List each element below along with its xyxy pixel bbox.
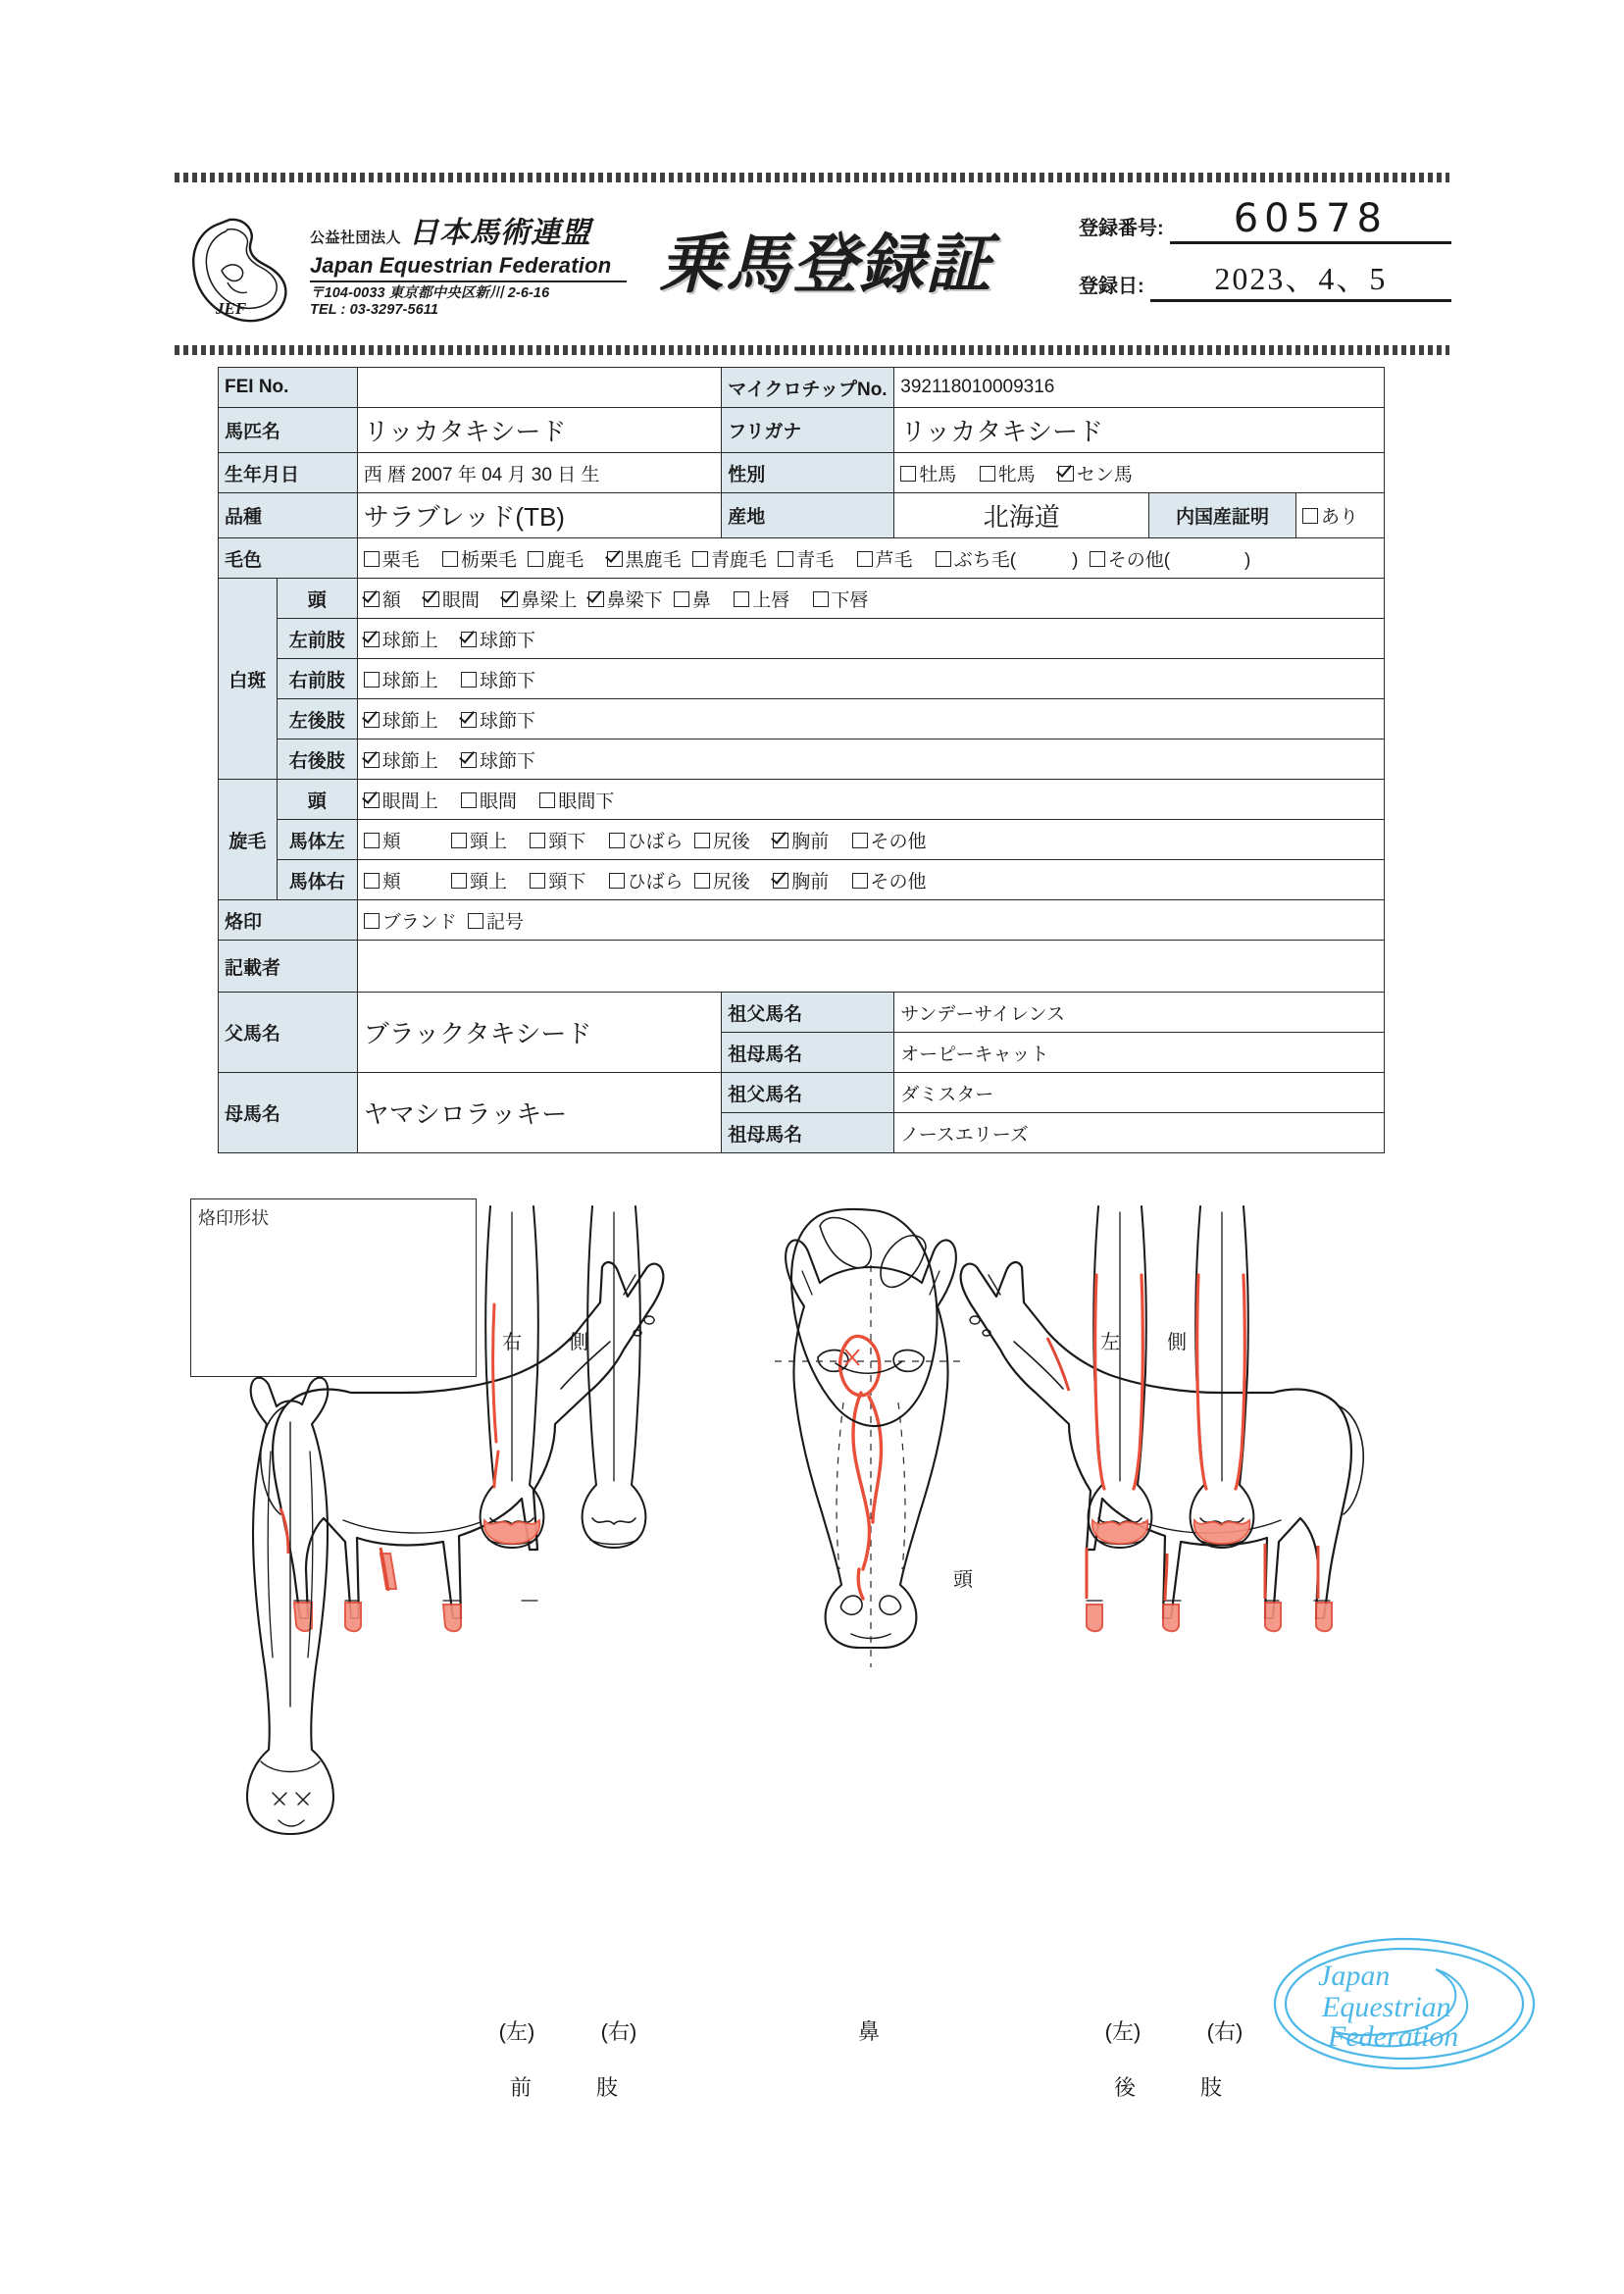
nose-label: 鼻 [857,2019,880,2044]
hind-right-label: (右) [1206,2019,1243,2044]
dam-label: 母馬名 [219,1073,358,1153]
whorl-body-right-options [357,860,1384,900]
checkbox-icon[interactable] [451,873,467,889]
coat-option-kurige[interactable]: 栗毛 [364,545,420,572]
checkbox-icon[interactable] [692,551,708,567]
brand-shape-label: 烙印形状 [198,1208,269,1228]
table-row-white-head [219,579,1385,619]
horse-name-value: リッカタキシード [357,408,722,453]
white-option-jyoushin[interactable]: 上唇 [734,586,789,612]
table-row-whorl-head [219,780,1385,820]
dam-grandsire-value: ダミスター [894,1073,1385,1113]
checkbox-checked-icon[interactable] [424,591,439,607]
checkbox-icon[interactable] [609,833,625,848]
page-title: 乗馬登録証 [659,228,992,300]
registration-number-row [1079,196,1451,244]
hind-limb-label: 後 肢 [1114,2075,1244,2100]
whorl-label: 旋毛 [219,780,278,900]
checkbox-icon[interactable] [813,591,829,607]
table-row-breed [219,493,1385,538]
white-hind-right-options [357,739,1384,780]
stamp-line-2: Equestrian [1322,1991,1451,2023]
checkbox-icon[interactable] [900,466,916,482]
table-row-horse-name [219,408,1385,453]
whorl-option-other[interactable]: その他 [852,827,927,853]
coat-label: 毛色 [219,538,358,579]
white-option-fetlock-above[interactable]: 球節上 [364,746,438,773]
white-front-left-options [357,619,1384,659]
sex-option-mare[interactable]: 牝馬 [980,460,1036,486]
white-row-label-hind-left: 左後肢 [277,699,357,739]
table-row-recorder [219,941,1385,993]
whorl-option-cheek[interactable]: 頬 [364,867,401,893]
sex-options [894,453,1385,493]
whorl-option-neck-lower[interactable]: 頸下 [530,867,585,893]
org-name: 日本馬術連盟 [409,217,592,249]
whorl-option-neck-lower[interactable]: 頸下 [530,827,585,853]
table-row-white-front-right [219,659,1385,699]
right-side-label: 右 側 [502,1332,602,1353]
fei-no-label: FEI No. [219,368,358,408]
white-option-kashin[interactable]: 下唇 [813,586,869,612]
head-diagram-label: 頭 [953,1569,973,1591]
sire-granddam-label: 祖母馬名 [722,1033,894,1073]
coat-option-aoge[interactable]: 青毛 [778,545,834,572]
white-option-biryo-shita[interactable]: 鼻梁下 [588,586,663,612]
sire-label: 父馬名 [219,993,358,1073]
horse-name-label: 馬匹名 [219,408,358,453]
front-limb-label: 前 肢 [510,2075,640,2100]
brand-option-symbol[interactable]: 記号 [468,907,524,934]
checkbox-checked-icon[interactable] [502,591,518,607]
coat-option-buchige[interactable]: ぶち毛( ) [936,545,1079,572]
registration-date-label: 登録日: [1079,276,1144,297]
checkbox-icon[interactable] [852,873,868,889]
checkbox-icon[interactable] [468,913,483,929]
svg-text:JEF: JEF [216,299,247,318]
white-option-biryo-ue[interactable]: 鼻梁上 [502,586,577,612]
coat-option-tochikurige[interactable]: 栃栗毛 [442,545,517,572]
table-row-white-hind-left [219,699,1385,739]
coat-option-aokage[interactable]: 青鹿毛 [692,545,767,572]
org-prefix: 公益社団法人 [310,229,402,246]
origin-label: 産地 [722,493,894,538]
stamp-line-3: Federation [1328,2020,1459,2053]
breed-label: 品種 [219,493,358,538]
whorl-option-neck-upper[interactable]: 頸上 [451,867,507,893]
white-hind-left-options [357,699,1384,739]
whorl-row-label-body-right: 馬体右 [277,860,357,900]
whorl-option-flank[interactable]: ひばら [609,827,684,853]
table-row-sire-1 [219,993,1385,1033]
front-left-label: (左) [498,2019,535,2044]
table-row-white-hind-right [219,739,1385,780]
checkbox-icon[interactable] [936,551,951,567]
checkbox-checked-icon[interactable] [364,632,380,647]
white-option-fetlock-below[interactable]: 球節下 [461,666,535,692]
horse-details-table [218,367,1385,1153]
checkbox-checked-icon[interactable] [607,551,623,567]
org-tel: TEL : 03-3297-5611 [310,302,439,319]
whorl-option-ganken-ue[interactable]: 眼間上 [364,787,438,813]
brand-label: 烙印 [219,900,358,941]
white-option-fetlock-above[interactable]: 球節上 [364,666,438,692]
checkbox-icon[interactable] [530,833,545,848]
left-side-label: 左 側 [1100,1332,1200,1353]
checkbox-icon[interactable] [609,873,625,889]
checkbox-checked-icon[interactable] [364,591,380,607]
birth-value: 西 暦 2007 年 04 月 30 日 生 [357,453,722,493]
white-option-fetlock-above[interactable]: 球節上 [364,706,438,733]
checkbox-icon[interactable] [1090,551,1105,567]
checkbox-icon[interactable] [530,873,545,889]
whorl-body-left-options [357,820,1384,860]
checkbox-icon[interactable] [442,551,458,567]
coat-option-other[interactable]: その他( ) [1090,545,1251,572]
coat-option-kage[interactable]: 鹿毛 [528,545,584,572]
checkbox-icon[interactable] [694,873,710,889]
checkbox-icon[interactable] [364,913,380,929]
sex-label: 性別 [722,453,894,493]
checkbox-checked-icon[interactable] [364,752,380,768]
checkbox-icon[interactable] [461,672,477,688]
domestic-option[interactable]: あり [1295,493,1384,538]
checkbox-icon[interactable] [857,551,873,567]
checkbox-icon[interactable] [674,591,689,607]
whorl-option-neck-upper[interactable]: 頸上 [451,827,507,853]
table-row-dam-1 [219,1073,1385,1113]
coat-option-kurokage[interactable]: 黒鹿毛 [607,545,682,572]
dam-granddam-value: ノースエリーズ [894,1113,1385,1153]
organization-block [310,208,643,319]
white-row-label-hind-right: 右後肢 [277,739,357,780]
jef-official-stamp-icon [1267,1930,1542,2077]
whorl-option-chest[interactable]: 胸前 [773,827,829,853]
furigana-value: リッカタキシード [894,408,1385,453]
white-option-fetlock-below[interactable]: 球節下 [461,706,535,733]
whorl-option-flank[interactable]: ひばら [609,867,684,893]
dam-grandsire-label: 祖父馬名 [722,1073,894,1113]
registration-date-value: 2023、4、5 [1214,261,1388,296]
header-top-rule [175,173,1449,182]
checkbox-icon[interactable] [694,833,710,848]
furigana-label: フリガナ [722,408,894,453]
sire-grandsire-value: サンデーサイレンス [894,993,1385,1033]
checkbox-icon[interactable] [364,833,380,848]
table-row-white-front-left [219,619,1385,659]
table-row-fei [219,368,1385,408]
white-front-right-options [357,659,1384,699]
checkbox-checked-icon[interactable] [588,591,604,607]
dam-granddam-label: 祖母馬名 [722,1113,894,1153]
whorl-option-ganken[interactable]: 眼間 [461,787,517,813]
whorl-option-cheek[interactable]: 頬 [364,827,401,853]
whorl-option-ganken-shita[interactable]: 眼間下 [539,787,614,813]
registration-number-label: 登録番号: [1079,218,1164,239]
white-option-fetlock-below[interactable]: 球節下 [461,746,535,773]
white-option-fetlock-above[interactable]: 球節上 [364,626,438,652]
recorder-label: 記載者 [219,941,358,993]
checkbox-checked-icon[interactable] [364,792,380,808]
white-row-label-front-right: 右前肢 [277,659,357,699]
sire-value: ブラックタキシード [357,993,722,1073]
whorl-row-label-body-left: 馬体左 [277,820,357,860]
stamp-line-1: Japan [1318,1960,1391,1992]
table-row-birth [219,453,1385,493]
whorl-option-rump[interactable]: 尻後 [694,827,750,853]
white-row-label-head: 頭 [277,579,357,619]
whorl-option-rump[interactable]: 尻後 [694,867,750,893]
front-right-label: (右) [600,2019,637,2044]
breed-value: サラブレッド(TB) [357,493,722,538]
sire-grandsire-label: 祖父馬名 [722,993,894,1033]
microchip-value: 392118010009316 [894,368,1385,408]
checkbox-icon[interactable] [528,551,543,567]
domestic-label: 内国産証明 [1149,493,1296,538]
sex-option-stallion[interactable]: 牡馬 [900,460,956,486]
sire-granddam-value: オーピーキャット [894,1033,1385,1073]
checkbox-icon[interactable] [451,833,467,848]
checkbox-checked-icon[interactable] [364,712,380,728]
registration-date-row [1079,254,1451,302]
checkbox-checked-icon[interactable] [773,833,788,848]
recorder-value [357,941,1384,993]
table-row-whorl-body-right [219,860,1385,900]
table-row-coat [219,538,1385,579]
table-row-brand [219,900,1385,941]
whorl-head-options [357,780,1384,820]
coat-options [357,538,1384,579]
checkbox-icon[interactable] [852,833,868,848]
coat-option-ashige[interactable]: 芦毛 [857,545,913,572]
checkbox-icon[interactable] [734,591,749,607]
checkbox-icon[interactable] [461,792,477,808]
sex-option-gelding[interactable]: セン馬 [1058,460,1133,486]
white-option-hana[interactable]: 鼻 [674,586,711,612]
table-row-whorl-body-left [219,820,1385,860]
registration-number-value: 60578 [1233,196,1388,241]
white-option-hitai[interactable]: 額 [364,586,401,612]
header-bottom-rule [175,345,1449,355]
whorl-option-other[interactable]: その他 [852,867,927,893]
checkbox-icon[interactable] [980,466,995,482]
jef-logo-icon [182,200,300,330]
birth-label: 生年月日 [219,453,358,493]
checkbox-checked-icon[interactable] [461,632,477,647]
checkbox-checked-icon[interactable] [1058,466,1074,482]
checkbox-checked-icon[interactable] [461,712,477,728]
white-option-ganken[interactable]: 眼間 [424,586,480,612]
whorl-row-label-head: 頭 [277,780,357,820]
registration-info [1079,196,1451,312]
hind-left-label: (左) [1104,2019,1142,2044]
white-markings-label: 白斑 [219,579,278,780]
whorl-option-chest[interactable]: 胸前 [773,867,829,893]
checkbox-checked-icon[interactable] [773,873,788,889]
checkbox-icon[interactable] [539,792,555,808]
origin-value: 北海道 [894,493,1149,538]
checkbox-checked-icon[interactable] [461,752,477,768]
org-name-en: Japan Equestrian Federation [310,253,627,282]
brand-options [357,900,1384,941]
white-option-fetlock-below[interactable]: 球節下 [461,626,535,652]
checkbox-icon[interactable] [778,551,793,567]
fei-no-value [357,368,722,408]
org-address: 〒104-0033 東京都中央区新川 2-6-16 [310,285,550,301]
microchip-label: マイクロチップNo. [722,368,894,408]
white-head-options [357,579,1384,619]
checkbox-icon[interactable] [364,873,380,889]
checkbox-icon[interactable] [364,672,380,688]
brand-option-brand[interactable]: ブランド [364,907,457,934]
checkbox-icon[interactable] [1302,508,1318,524]
checkbox-icon[interactable] [364,551,380,567]
dam-value: ヤマシロラッキー [357,1073,722,1153]
white-row-label-front-left: 左前肢 [277,619,357,659]
